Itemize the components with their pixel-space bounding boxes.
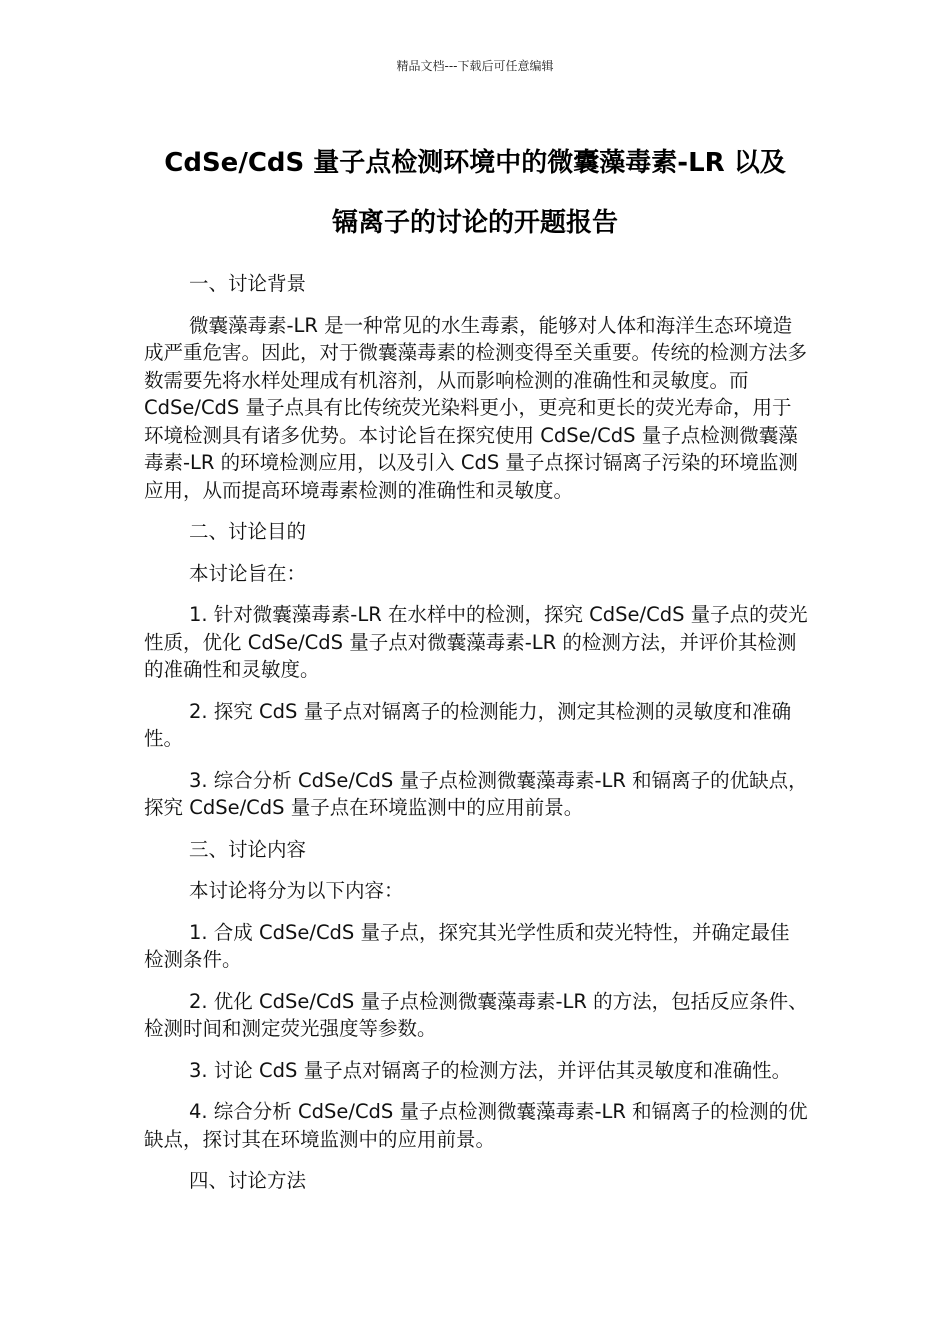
list-item-content-4: 4. 综合分析 CdSe/CdS 量子点检测微囊藻毒素-LR 和镉离子的检测的优缺点，探讨其在环境监测中的应用前景。 xyxy=(144,1100,808,1151)
paragraph-purpose-intro: 本讨论旨在： xyxy=(189,561,307,585)
section-heading-background: 一、讨论背景 xyxy=(189,272,307,295)
document-body xyxy=(144,270,808,1209)
list-item-purpose-3: 3. 综合分析 CdSe/CdS 量子点检测微囊藻毒素-LR 和镉离子的优缺点，探究 CdSe/CdS 量子点在环境监测中的应用前景。 xyxy=(144,768,808,819)
section-heading-method: 四、讨论方法 xyxy=(189,1169,307,1192)
paragraph-background: 微囊藻毒素-LR 是一种常见的水生毒素，能够对人体和海洋生态环境造成严重危害。因此，对于微囊藻毒素的检测变得至关重要。传统的检测方法多数需要先将水样处理成有机溶剂，从而影响检测的准确性和灵敏度。而 CdSe/CdS 量子点具有比传统荧光染料更小，更亮和更长的荧光寿命，用于环境检测具有诸多优势。本讨论旨在探究使用 CdSe/CdS 量子点检测微囊藻毒素-LR 的环境检测应用，以及引入 CdS 量子点探讨镉离子污染的环境监测应用，从而提高环境毒素检测的准确性和灵敏度。 xyxy=(144,313,808,502)
list-item-purpose-1: 1. 针对微囊藻毒素-LR 在水样中的检测，探究 CdSe/CdS 量子点的荧光性质，优化 CdSe/CdS 量子点对微囊藻毒素-LR 的检测方法，并评价其检测的准确性和灵敏度。 xyxy=(144,603,808,681)
paragraph-content-intro: 本讨论将分为以下内容： xyxy=(189,879,404,902)
header-note: 精品文档---下载后可任意编辑 xyxy=(396,59,554,73)
section-heading-content: 三、讨论内容 xyxy=(189,837,307,861)
list-item-content-3: 3. 讨论 CdS 量子点对镉离子的检测方法，并评估其灵敏度和准确性。 xyxy=(189,1058,792,1082)
list-item-purpose-2: 2. 探究 CdS 量子点对镉离子的检测能力，测定其检测的灵敏度和准确性。 xyxy=(144,699,792,750)
section-heading-purpose: 二、讨论目的 xyxy=(189,520,307,543)
list-item-content-1: 1. 合成 CdSe/CdS 量子点，探究其光学性质和荧光特性，并确定最佳检测条件。 xyxy=(144,920,790,971)
title-line-1: CdSe/CdS 量子点检测环境中的微囊藻毒素-LR 以及 xyxy=(164,148,786,178)
list-item-content-2: 2. 优化 CdSe/CdS 量子点检测微囊藻毒素-LR 的方法，包括反应条件、检测时间和测定荧光强度等参数。 xyxy=(144,989,808,1040)
title-line-2: 镉离子的讨论的开题报告 xyxy=(331,208,618,238)
document-title xyxy=(120,133,830,253)
